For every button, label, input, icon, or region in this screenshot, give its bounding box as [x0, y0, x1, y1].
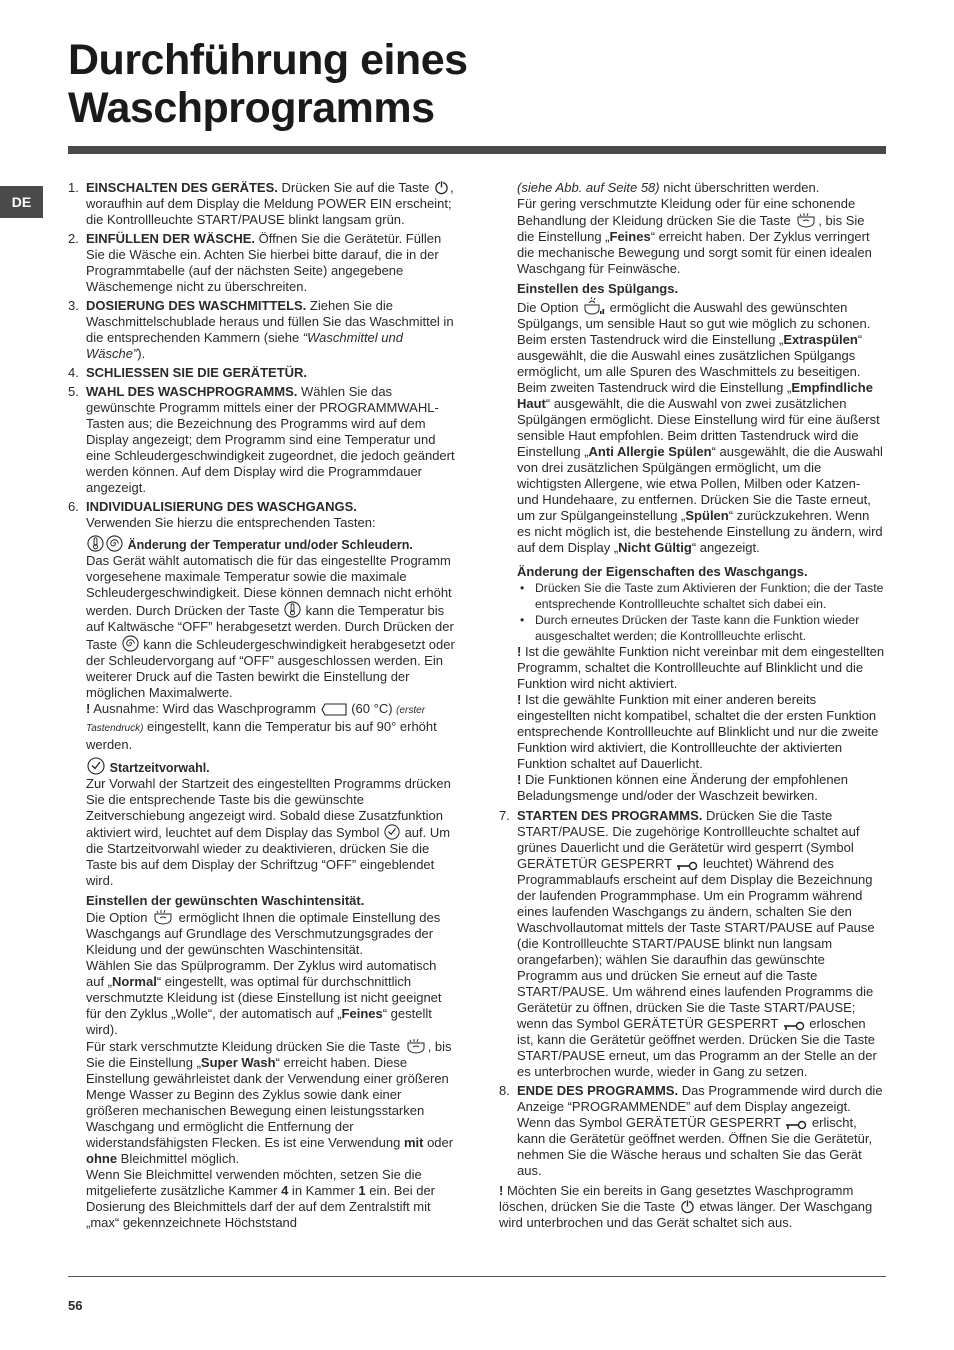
page-title — [68, 36, 468, 132]
stain-intensity-icon — [152, 909, 174, 925]
step-number: 3. — [68, 298, 79, 313]
body-text: (60 °C) — [347, 701, 397, 716]
note-text: Ist die gewählte Funktion mit einer anderen bereits eingestellten nicht kompatibel, schaltet die der ersten Funktion entsprechende Kontrollleuchte auf Blinklicht und nur die zweite Funktion wird aktiviert, die Kontrollleuchte der aktivierten Funktion schaltet auf Dauerlicht. — [517, 692, 879, 771]
body-text: ermöglicht Ihnen die optimale Einstellung des Waschgangs auf Grundlage des Verschmutzungsgrades der Kleidung und der gewünschten Waschintensität. — [86, 910, 441, 957]
emphasis-text: mit — [403, 1135, 424, 1150]
lock-key-icon — [676, 861, 698, 871]
page-title-line1: Durchführung eines — [68, 36, 468, 84]
clock-icon — [384, 824, 400, 840]
setting-name: Feines — [341, 1006, 383, 1021]
emphasis-text: 4 — [281, 1183, 289, 1198]
body-text: Wählen Sie das Spülprogramm. Der Zyklus wird automatisch auf „ — [86, 958, 437, 989]
reference-text: (siehe Abb. auf Seite 58) — [517, 180, 660, 195]
warning-icon: ! — [517, 644, 522, 659]
lock-key-icon — [785, 1120, 807, 1130]
step-7 — [499, 808, 885, 1080]
features-heading: Änderung der Eigenschaften des Waschgangs. — [517, 564, 808, 579]
power-icon — [434, 180, 449, 195]
setting-name: Super Wash — [200, 1055, 276, 1070]
step-heading: WAHL DES WASCHPROGRAMMS. — [86, 384, 298, 399]
note-text: Die Funktionen können eine Änderung der empfohlenen Beladungsmenge und/oder der Waschzeit bewirken. — [517, 772, 849, 803]
step-text: Drücken Sie die Taste START/PAUSE. Die zugehörige Kontrollleuchte schaltet auf grünes Dauerlicht und die Gerätetür wird gesperrt (Symbol GERÄTETÜR GESPERRT — [517, 808, 860, 871]
warning-icon: ! — [517, 772, 522, 787]
step-5 — [68, 384, 456, 496]
page-title-line2: Waschprogramms — [68, 84, 435, 132]
body-text: in Kammer — [288, 1183, 359, 1198]
body-text: nicht überschritten werden. — [659, 180, 820, 195]
step-heading: EINFÜLLEN DER WÄSCHE. — [86, 231, 255, 246]
body-text: Ausnahme: Wird das Waschprogramm — [90, 701, 320, 716]
step-2 — [68, 231, 456, 295]
intensity-heading: Einstellen der gewünschten Waschintensität. — [86, 893, 365, 908]
warning-icon: ! — [499, 1183, 504, 1198]
step-8 — [499, 1083, 885, 1179]
body-text: Zur Vorwahl der Startzeit des eingestellten Programms drücken Sie die entsprechende Taste bis die gewünschte Zeitverschiebung angezeigt wird. Sobald diese Zusatzfunktion aktiviert wird, leuchtet auf dem Display das Symbol — [86, 776, 451, 840]
body-text: “ angezeigt. — [691, 540, 760, 555]
setting-name: Empfindliche Haut — [517, 380, 873, 411]
step-heading: ENDE DES PROGRAMMS. — [517, 1083, 679, 1098]
start-delay-heading: Startzeitvorwahl. — [109, 761, 210, 775]
body-text: Bleichmittel möglich. — [117, 1151, 240, 1166]
stain-intensity-icon — [795, 212, 817, 228]
list-item: • Durch erneutes Drücken der Taste kann die Funktion wieder ausgeschaltet werden; die Kontrollleuchte erlischt. — [517, 612, 885, 644]
spin-icon — [106, 535, 123, 552]
body-text: “ ausgewählt, die die Auswahl eines zusätzlichen Spülgangs ermöglicht, um alle Spuren des Waschmittels zu beseitigen. Beim zweiten Tastendruck wird die Einstellung „ — [517, 332, 863, 395]
setting-name: Feines — [609, 229, 651, 244]
rinse-heading: Einstellen des Spülgangs. — [517, 281, 679, 296]
step-heading: STARTEN DES PROGRAMMS. — [517, 808, 703, 823]
step-heading: DOSIERUNG DES WASCHMITTELS. — [86, 298, 307, 313]
step-text: Drücken Sie auf die Taste — [277, 180, 434, 195]
note-text: Ist die gewählte Funktion nicht vereinbar mit dem eingestellten Programm, schaltet die Kontrollleuchte auf Blinklicht und die Funktion wird nicht aktiviert. — [517, 644, 885, 691]
step-number: 2. — [68, 231, 79, 246]
reference-text: “Waschmittel und Wäsche” — [86, 330, 403, 361]
step-number: 7. — [499, 808, 510, 823]
step-number: 5. — [68, 384, 79, 399]
body-text: Für stark verschmutzte Kleidung drücken Sie die Taste — [86, 1039, 404, 1054]
body-text: “ gestellt wird). — [86, 1006, 432, 1037]
step-text: Ziehen Sie die Waschmittelschublade heraus und füllen Sie das Waschmittel in die entsprechenden Kammern (siehe — [86, 298, 454, 345]
body-text: auf. Um die Startzeitvorwahl wieder zu deaktivieren, drücken Sie die Taste bis auf dem Display der Schriftzug “OFF” eingeblendet wird. — [86, 825, 451, 888]
setting-name: Spülen — [685, 508, 729, 523]
warning-icon: ! — [86, 701, 91, 716]
body-text: Für gering verschmutzte Kleidung oder für eine schonende Behandlung der Kleidung drücken Sie die Taste — [517, 196, 856, 228]
step-heading: INDIVIDUALISIERUNG DES WASCHGANGS. — [86, 499, 357, 514]
body-text: “ erreicht haben. Der Zyklus verringert die mechanische Bewegung und sorgt somit für einen idealen Waschgang für Feinwäsche. — [517, 229, 872, 276]
body-text: Das Gerät wählt automatisch die für das eingestellte Programm vorgesehene maximale Temperatur sowie die maximale Schleudergeschwindigkeit. Diese können demnach nicht erhöht werden. Durch Drücken der Taste — [86, 553, 452, 618]
final-note — [499, 1183, 885, 1231]
intensity-continued — [499, 180, 885, 804]
note-text: Möchten Sie ein bereits in Gang gesetztes Waschprogramm löschen, drücken Sie die Taste — [499, 1183, 854, 1214]
setting-name: Extraspülen — [783, 332, 858, 347]
language-tab: DE — [0, 186, 43, 218]
footer-rule — [68, 1276, 886, 1277]
body-text: “ eingestellt, was optimal für durchschnittlich verschmutzte Kleidung ist (diese Einstellung ist nicht geeignet für den Zyklus „Wolle“, der automatisch auf „ — [86, 974, 442, 1021]
note-text: (erster Tastendruck) — [86, 705, 426, 734]
body-text: Wenn Sie Bleichmittel verwenden möchten, setzen Sie die mitgelieferte zusätzliche Kammer — [86, 1167, 422, 1198]
title-rule — [68, 146, 886, 154]
step-number: 1. — [68, 180, 79, 195]
body-text: ein. Bei der Dosierung des Bleichmittels darf der auf dem Zentralstift mit „max“ gekennzeichnete Höchststand — [86, 1183, 435, 1230]
spin-icon — [122, 635, 139, 652]
note-text: etwas länger. Der Waschgang wird unterbrochen und das Gerät schaltet sich aus. — [499, 1199, 873, 1230]
page-number: 56 — [68, 1298, 83, 1313]
warning-icon: ! — [517, 692, 522, 707]
body-text: oder — [423, 1135, 454, 1150]
body-text: Die Option — [86, 910, 152, 925]
step-4 — [68, 365, 456, 381]
step-text: , woraufhin auf dem Display die Meldung POWER EIN erscheint; die Kontrollleuchte START/PAUSE blinkt langsam grün. — [86, 180, 454, 227]
step-text: Verwenden Sie hierzu die entsprechenden Tasten: — [86, 515, 376, 530]
lock-key-icon — [783, 1021, 805, 1031]
step-number: 6. — [68, 499, 79, 514]
body-text: ermöglicht die Auswahl des gewünschten Spülgangs, um sensible Haut so gut wie möglich zu schonen. Beim ersten Tastendruck wird die Einstellung „ — [517, 300, 871, 347]
setting-name: Nicht Gültig — [618, 540, 692, 555]
temperature-spin-heading: Änderung der Temperatur und/oder Schleudern. — [127, 538, 413, 552]
step-text: leuchtet) Während des Programmablaufs erscheint auf dem Display die Bezeichnung der laufenden Programmphase. Um ein Programm während eines laufenden Waschgangs zu ändern, schalten Sie den Waschvollautomat mittels der Taste START/PAUSE auf Pause (die Kontrollleuchte START/PAUSE blinkt nun langsam orangefarben); wählen Sie daraufhin das gewünschte Programm aus und drücken Sie erneut auf die Taste START/PAUSE. Um während eines laufenden Programms die Gerätetür zu öffnen, drücken Sie die Taste START/PAUSE; wenn das Symbol GERÄTETÜR GESPERRT — [517, 856, 875, 1031]
body-text: “ ausgewählt, die die Auswahl von zwei zusätzlichen Spülgängen ermöglicht. Diese Einstellung wird für eine äußerst sensible Haut empfohlen. Beim dritten Tastendruck wird die Einstellung „ — [517, 396, 880, 459]
body-text: Die Option — [517, 300, 583, 315]
left-column — [68, 180, 456, 1231]
stain-intensity-icon — [405, 1038, 427, 1054]
temperature-icon — [87, 535, 104, 552]
setting-name: Anti Allergie Spülen — [588, 444, 712, 459]
setting-name: Normal — [112, 974, 157, 989]
right-column — [499, 180, 885, 1231]
body-text: kann die Temperatur bis auf Kaltwäsche “OFF” herabgesetzt werden. Durch Drücken der Taste — [86, 603, 454, 652]
step-heading: EINSCHALTEN DES GERÄTES. — [86, 180, 278, 195]
power-icon — [680, 1199, 695, 1214]
step-1 — [68, 180, 456, 228]
body-text: eingestellt, kann die Temperatur bis auf 90° erhöht werden. — [86, 719, 437, 752]
body-text: “ ausgewählt, die die Auswahl von drei zusätzlichen Spülgängen ermöglicht, um die wichtigsten Allergene, wie etwa Pollen, Milben oder Katzen- und Hundehaare, zu entfernen. Drücken Sie die Taste erneut, um zur Spülgangeinstellung „ — [517, 444, 883, 523]
step-heading: SCHLIESSEN SIE DIE GERÄTETÜR. — [86, 365, 308, 380]
step-text: erloschen ist, kann die Gerätetür geöffnet werden. Drücken Sie die Taste START/PAUSE erneut, um das Programm an der Stelle an der es unterbrochen wurde, wieder in Gang zu setzen. — [517, 1016, 877, 1079]
body-text: kann die Schleudergeschwindigkeit herabgesetzt oder der Schleudervorgang auf “OFF” ausgeschlossen werden. Ein weiterer Druck auf die Tasten bewirkt die Einstellung der möglichen Maximalwerte. — [86, 637, 455, 700]
body-text: , bis Sie die Einstellung „ — [86, 1039, 452, 1070]
step-text: erlischt, kann die Gerätetür geöffnet werden. Öffnen Sie die Gerätetür, nehmen Sie die Wäsche heraus und schalten Sie das Gerät aus. — [517, 1115, 873, 1178]
temperature-icon — [284, 601, 301, 618]
step-text: Wählen Sie das gewünschte Programm mittels einer der PROGRAMMWAHL-Tasten aus; die Bezeichnung des Programms wird auf dem Display angezeigt; dem Programm sind eine Temperatur und eine Schleudergeschwindigkeit zugeordnet, die jedoch geändert werden können. Auf dem Display wird die Programmdauer angezeigt. — [86, 384, 455, 495]
step-number: 8. — [499, 1083, 510, 1098]
body-text: “ erreicht haben. Diese Einstellung gewährleistet dank der Verwendung einer größeren Menge Wasser zu Beginn des Zyklus sowie dank einer größeren mechanischen Bewegung einen leistungsstarken Waschgang und ermöglicht die Entfernung der widerstandsfähigsten Flecken. Es ist eine Verwendung — [86, 1055, 449, 1150]
temperature-spin-section — [68, 535, 456, 1231]
step-6 — [68, 499, 456, 531]
step-number: 4. — [68, 365, 79, 380]
emphasis-text: 1 — [358, 1183, 366, 1198]
step-text: Das Programmende wird durch die Anzeige “PROGRAMMENDE” auf dem Display angezeigt. Wenn das Symbol GERÄTETÜR GESPERRT — [517, 1083, 883, 1130]
step-text: ). — [137, 346, 146, 361]
emphasis-text: ohne — [86, 1151, 118, 1166]
list-item: • Drücken Sie die Taste zum Aktivieren der Funktion; die der Taste entsprechende Kontrollleuchte schaltet sich dabei ein. — [517, 580, 885, 612]
clock-icon — [87, 757, 105, 775]
body-text: , bis Sie die Einstellung „ — [517, 213, 865, 244]
step-3 — [68, 298, 456, 362]
rinse-icon — [583, 297, 605, 315]
step-text: Öffnen Sie die Gerätetür. Füllen Sie die Wäsche ein. Achten Sie hierbei bitte darauf, die in der Programmtabelle (auf der nächsten Seite) angegebene Wäschemenge nicht zu überschreiten. — [86, 231, 442, 294]
body-text: “ zurückzukehren. Wenn es nicht möglich ist, die bestehende Einstellung zu ändern, wird auf dem Display „ — [517, 508, 883, 555]
cotton-program-icon — [321, 703, 347, 716]
